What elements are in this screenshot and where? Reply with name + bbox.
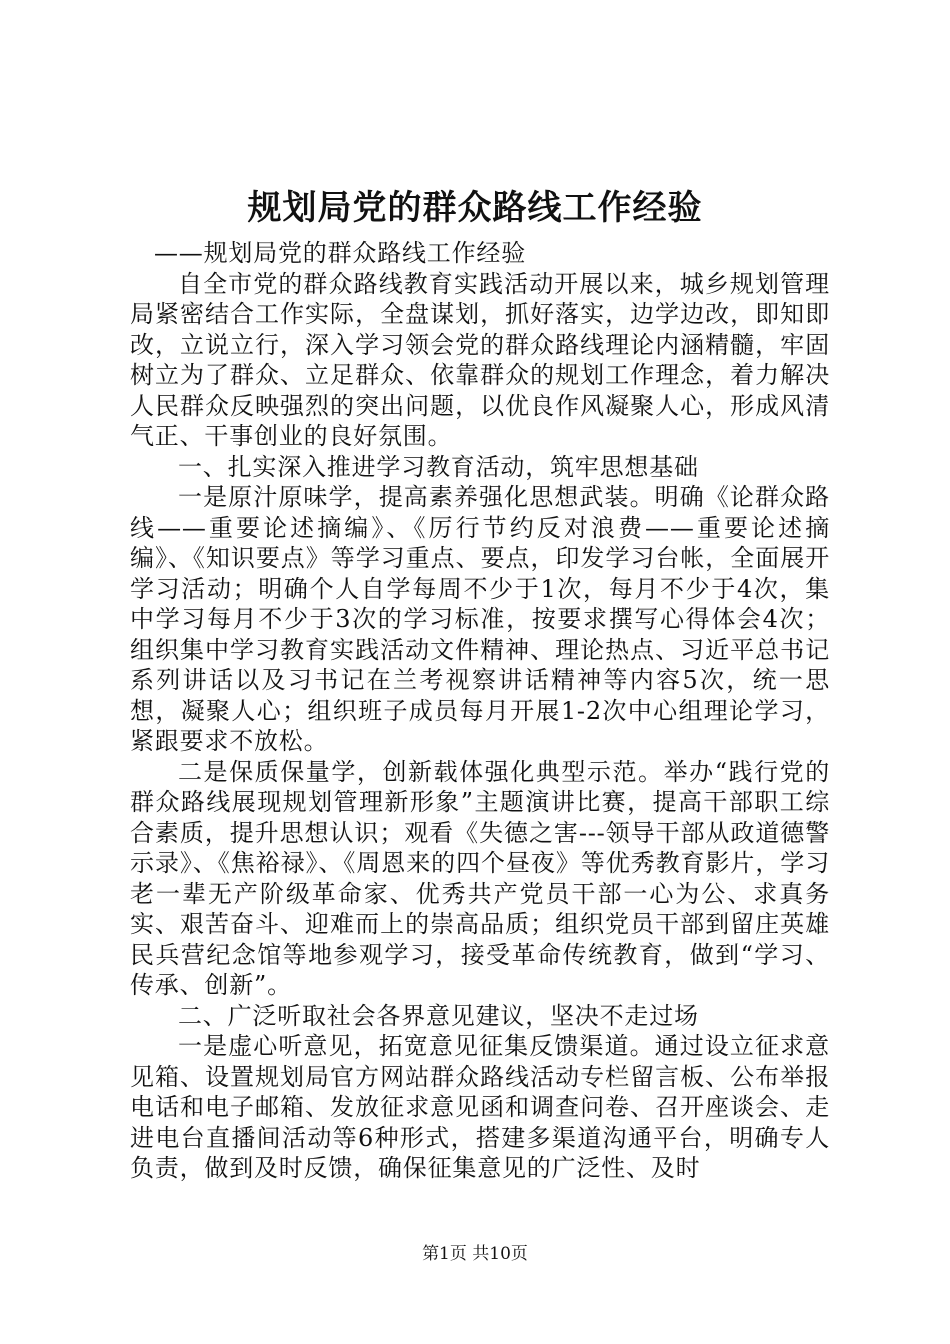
section-heading-1: 一、扎实深入推进学习教育活动，筑牢思想基础 bbox=[178, 452, 699, 481]
paragraph-2-1: 一是虚心听意见，拓宽意见征集反馈渠道。通过设立征求意见箱、设置规划局官方网站群众路线活动专栏留言板、公布举报电话和电子邮箱、发放征求意见函和调查问卷、召开座谈会、走进电台直播间活动等6种形式，搭建多渠道沟通平台，明确专人负责，做到及时反馈，确保征集意见的广泛性、及时 bbox=[130, 1032, 830, 1182]
document-subtitle: ——规划局党的群众路线工作经验 bbox=[154, 239, 526, 267]
document-body bbox=[130, 238, 830, 1184]
paragraph-1-2: 二是保质保量学，创新载体强化典型示范。举办“践行党的群众路线展现规划管理新形象”主题演讲比赛，提高干部职工综合素质，提升思想认识；观看《失德之害---领导干部从政道德警示录》、《焦裕禄》、《周恩来的四个昼夜》等优秀教育影片，学习老一辈无产阶级革命家、优秀共产党员干部一心为公、求真务实、艰苦奋斗、迎难而上的崇高品质；组织党员干部到留庄英雄民兵营纪念馆等地参观学习，接受革命传统教育，做到“学习、传承、创新”。 bbox=[130, 757, 830, 999]
paragraph-1-1: 一是原汁原味学，提高素养强化思想武装。明确《论群众路线——重要论述摘编》、《厉行节约反对浪费——重要论述摘编》、《知识要点》等学习重点、要点，印发学习台帐，全面展开学习活动；明确个人自学每周不少于1次，每月不少于4次，集中学习每月不少于3次的学习标准，按要求撰写心得体会4次；组织集中学习教育实践活动文件精神、理论热点、习近平总书记系列讲话以及习书记在兰考视察讲话精神等内容5次，统一思想，凝聚人心；组织班子成员每月开展1-2次中心组理论学习，紧跟要求不放松。 bbox=[130, 483, 830, 755]
page-footer: 第1页 共10页 bbox=[422, 1244, 528, 1264]
paragraph-intro: 自全市党的群众路线教育实践活动开展以来，城乡规划管理局紧密结合工作实际，全盘谋划，抓好落实，边学边改，即知即改，立说立行，深入学习领会党的群众路线理论内涵精髓，牢固树立为了群众、立足群众、依靠群众的规划工作理念，着力解决人民群众反映强烈的突出问题，以优良作风凝聚人心，形成风清气正、干事创业的良好氛围。 bbox=[130, 269, 830, 450]
document-title: 规划局党的群众路线工作经验 bbox=[247, 188, 703, 228]
section-heading-2: 二、广泛听取社会各界意见建议，坚决不走过场 bbox=[178, 1001, 699, 1030]
